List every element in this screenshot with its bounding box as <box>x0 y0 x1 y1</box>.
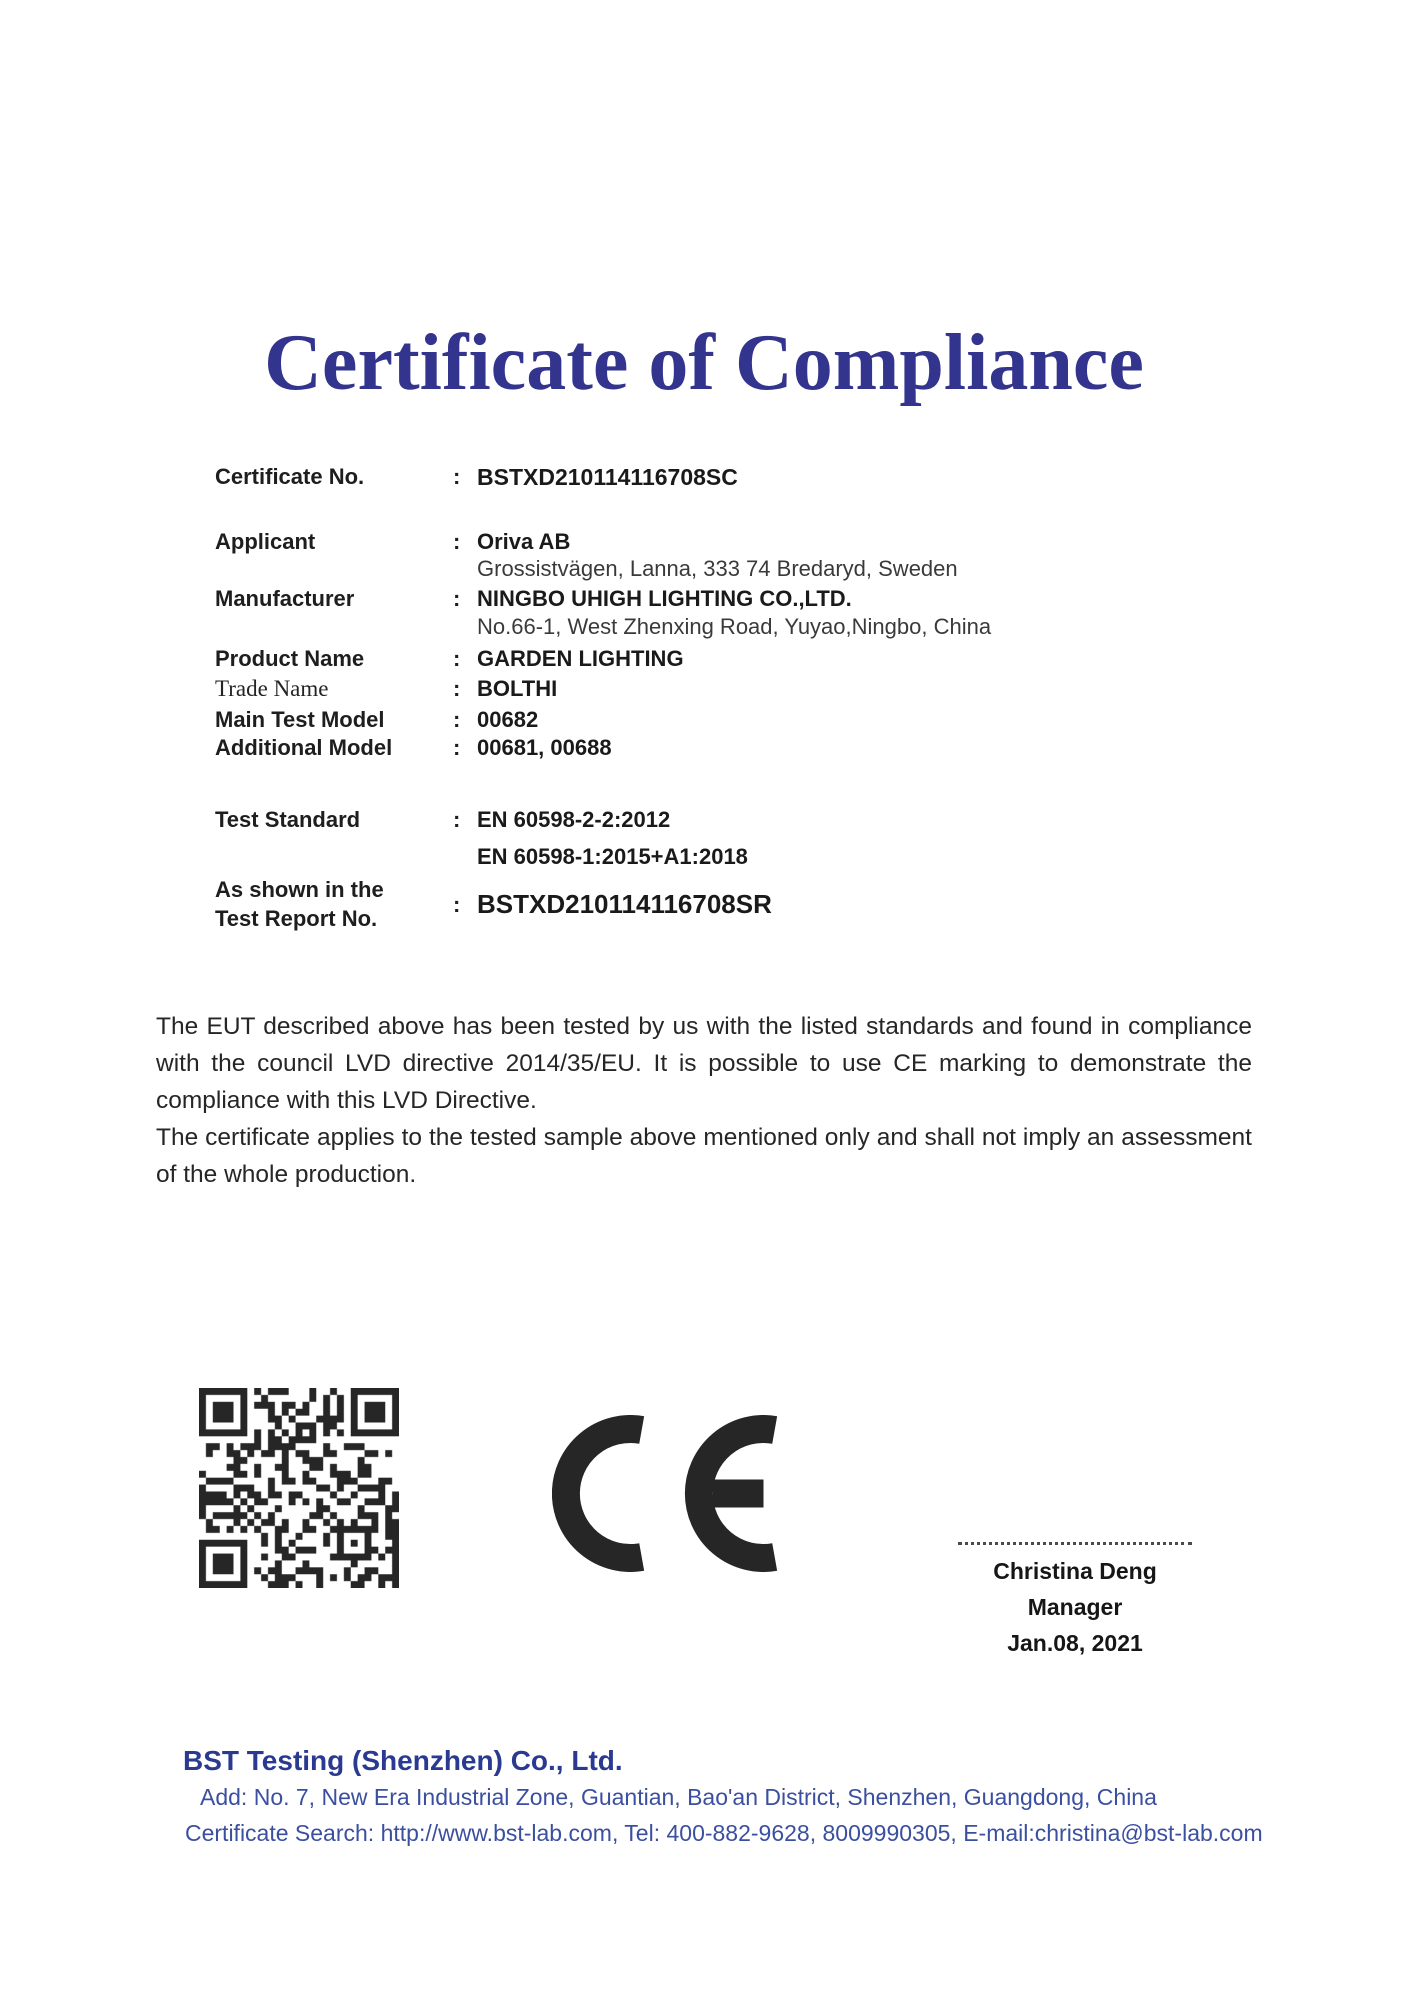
field-separator: : <box>453 707 461 732</box>
statement-paragraph-1: The EUT described above has been tested by us with the listed standards and found in compliance with the council LVD directive 2014/35/EU. It is possible to use CE marking to demonstrate the compliance with this LVD Directive. <box>156 1013 1252 1114</box>
field-value: 00681, 00688 <box>477 735 612 760</box>
field-separator: : <box>453 464 461 489</box>
signature-dotted-line <box>958 1528 1192 1545</box>
field-value: Oriva AB <box>477 529 571 554</box>
field-value: NINGBO UHIGH LIGHTING CO.,LTD. <box>477 586 852 611</box>
signer-name: Christina Deng <box>993 1558 1157 1584</box>
lab-contact-info: Certificate Search: http://www.bst-lab.com, Tel: 400-882-9628, 8009990305, E-mail:christina@bst-lab.com <box>185 1820 1263 1846</box>
field-address: Grossistvägen, Lanna, 333 74 Bredaryd, Sweden <box>477 556 958 581</box>
field-label: Main Test Model <box>215 707 385 732</box>
field-separator: : <box>453 646 461 671</box>
field-label: Test Standard <box>215 807 361 832</box>
field-separator: : <box>453 735 461 760</box>
field-address: No.66-1, West Zhenxing Road, Yuyao,Ningbo, China <box>477 614 992 639</box>
compliance-statement <box>156 1008 1252 1193</box>
field-separator: : <box>453 892 461 917</box>
qr-code <box>199 1388 399 1588</box>
field-label: Additional Model <box>215 735 393 760</box>
field-value: BSTXD210114116708SR <box>477 889 772 919</box>
field-value: EN 60598-2-2:2012 <box>477 807 671 832</box>
field-value: BOLTHI <box>477 676 558 701</box>
field-value: GARDEN LIGHTING <box>477 646 684 671</box>
signer-role: Manager <box>1027 1594 1123 1620</box>
page-title: Certificate of Compliance <box>264 319 1144 407</box>
field-separator: : <box>453 586 461 611</box>
lab-company-name: BST Testing (Shenzhen) Co., Ltd. <box>183 1745 623 1776</box>
lab-address: Add: No. 7, New Era Industrial Zone, Guantian, Bao'an District, Shenzhen, Guangdong, China <box>200 1784 1157 1810</box>
field-separator: : <box>453 529 461 554</box>
signature-block <box>942 1528 1208 1661</box>
field-label: Certificate No. <box>215 464 365 489</box>
field-label: Product Name <box>215 646 365 671</box>
field-label: As shown in the <box>215 877 384 902</box>
field-separator: : <box>453 676 461 701</box>
field-value: 00682 <box>477 707 539 732</box>
ce-marking-icon <box>552 1415 778 1572</box>
signature-date: Jan.08, 2021 <box>1007 1630 1143 1656</box>
field-value-line2: EN 60598-1:2015+A1:2018 <box>477 844 748 869</box>
field-label: Manufacturer <box>215 586 355 611</box>
field-separator: : <box>453 807 461 832</box>
statement-paragraph-2: The certificate applies to the tested sample above mentioned only and shall not imply an assessment of the whole production. <box>156 1124 1252 1188</box>
field-label-line2: Test Report No. <box>215 906 378 931</box>
field-label: Trade Name <box>215 676 329 701</box>
field-label: Applicant <box>215 529 316 554</box>
field-value: BSTXD210114116708SC <box>477 464 738 490</box>
